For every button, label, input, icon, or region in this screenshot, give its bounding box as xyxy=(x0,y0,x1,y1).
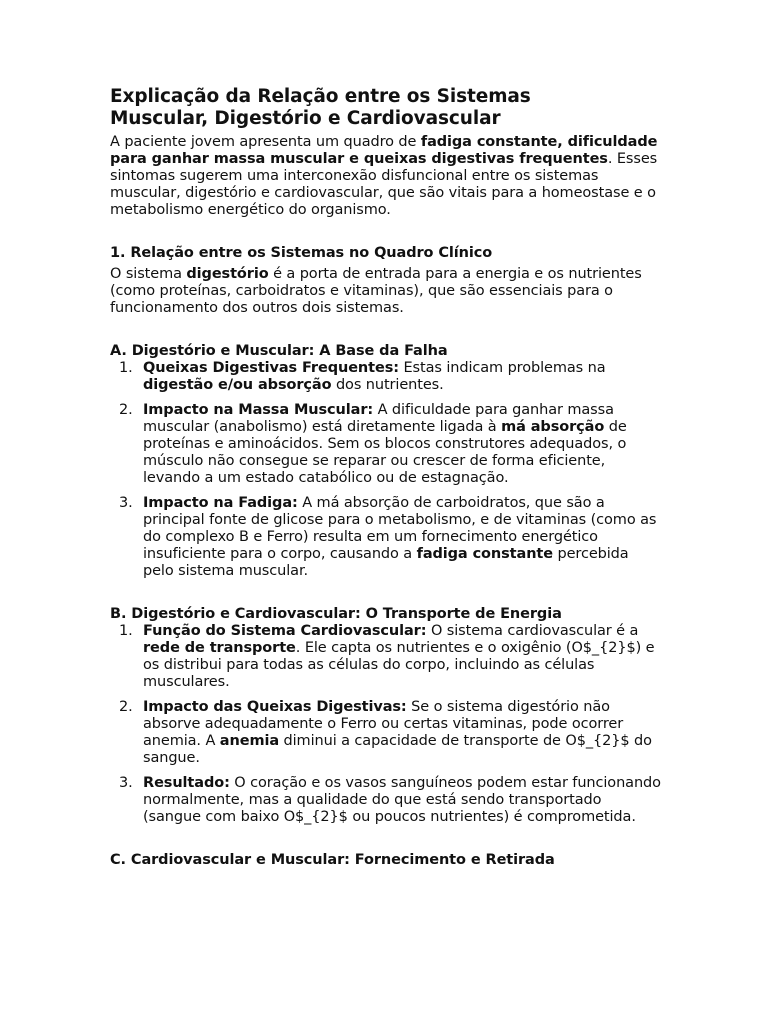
list-item-text: percebida pelo sistema muscular. xyxy=(143,546,629,579)
list-item-text: diminui a capacidade de transporte de O$_{2}$ do sangue. xyxy=(143,733,652,766)
list-item-number: 1. xyxy=(119,623,133,639)
list-item-lead: Queixas Digestivas Frequentes: xyxy=(143,360,399,376)
list-item-text: O coração e os vasos sanguíneos podem estar funcionando normalmente, mas a qualidade do que está sendo transportado (sangue com baixo O$_{2}$ ou poucos nutrientes) é comprometida. xyxy=(143,775,661,825)
section-1-text-2: é a porta de entrada para a energia e os nutrientes (como proteínas, carboidratos e vitaminas), que são essenciais para o funcionamento dos outros dois sistemas. xyxy=(110,266,642,316)
list-item-text: Se o sistema digestório não absorve adequadamente o Ferro ou certas vitaminas, pode ocorrer anemia. A xyxy=(143,699,624,749)
subsection-c-heading: C. Cardiovascular e Muscular: Fornecimento e Retirada xyxy=(110,852,555,868)
list-item-text: de proteínas e aminoácidos. Sem os blocos construtores adequados, o músculo não consegue se reparar ou crescer de forma eficiente, levando a um estado catabólico ou de estagnação. xyxy=(143,419,627,486)
section-1-heading: 1. Relação entre os Sistemas no Quadro Clínico xyxy=(110,245,493,261)
intro-text-2: . Esses sintomas sugerem uma interconexão disfuncional entre os sistemas muscular, digestório e cardiovascular, que são vitais para a homeostase e o metabolismo energético do organismo. xyxy=(110,151,658,218)
list-item-bold: digestão e/ou absorção xyxy=(143,377,332,393)
section-1-text-1: O sistema xyxy=(110,266,187,282)
document-body xyxy=(110,86,662,869)
list-item-text: Estas indicam problemas na xyxy=(398,360,606,376)
list-item-text: A má absorção de carboidratos, que são a principal fonte de glicose para o metabolismo, e de vitaminas (como as do complexo B e Ferro) resulta em um fornecimento energético insuficiente para o corpo, causando a xyxy=(143,495,657,562)
title-line-1: Explicação da Relação entre os Sistemas xyxy=(110,86,531,107)
list-item-text: O sistema cardiovascular é a xyxy=(426,623,639,639)
list-item-lead: Impacto das Queixas Digestivas: xyxy=(143,699,407,715)
section-1-paragraph xyxy=(110,266,662,317)
list-item-number: 1. xyxy=(119,360,133,376)
subsection-b xyxy=(110,606,662,826)
subsection-a-list xyxy=(110,360,662,580)
subsection-b-heading: B. Digestório e Cardiovascular: O Transporte de Energia xyxy=(110,606,562,622)
list-item-text: dos nutrientes. xyxy=(331,377,444,393)
intro-paragraph xyxy=(110,134,662,219)
list-item xyxy=(110,360,662,394)
subsection-c xyxy=(110,852,662,869)
list-item xyxy=(110,699,662,767)
list-item-bold: fadiga constante xyxy=(416,546,553,562)
intro-text-1: A paciente jovem apresenta um quadro de xyxy=(110,134,421,150)
list-item-bold: anemia xyxy=(219,733,280,749)
list-item-lead: Impacto na Fadiga: xyxy=(143,495,298,511)
list-item-bold: má absorção xyxy=(501,419,605,435)
list-item-number: 3. xyxy=(119,775,133,791)
list-item-number: 2. xyxy=(119,402,133,418)
list-item-number: 2. xyxy=(119,699,133,715)
list-item-lead: Impacto na Massa Muscular: xyxy=(143,402,374,418)
subsection-a xyxy=(110,343,662,580)
list-item xyxy=(110,775,662,826)
list-item-text: . Ele capta os nutrientes e o oxigênio (O$_{2}$) e os distribui para todas as células do corpo, incluindo as células musculares. xyxy=(143,640,655,690)
intro-bold-1: fadiga constante, dificuldade para ganhar massa muscular e queixas digestivas frequentes xyxy=(110,134,658,167)
subsection-b-list xyxy=(110,623,662,826)
subsection-a-heading: A. Digestório e Muscular: A Base da Falha xyxy=(110,343,448,359)
list-item xyxy=(110,623,662,691)
list-item-lead: Resultado: xyxy=(143,775,230,791)
title-line-2: Muscular, Digestório e Cardiovascular xyxy=(110,108,501,129)
document-title xyxy=(110,86,662,130)
list-item-number: 3. xyxy=(119,495,133,511)
list-item xyxy=(110,402,662,487)
list-item-text: A dificuldade para ganhar massa muscular (anabolismo) está diretamente ligada à xyxy=(143,402,614,435)
list-item-lead: Função do Sistema Cardiovascular: xyxy=(143,623,427,639)
list-item-bold: rede de transporte xyxy=(143,640,296,656)
section-1 xyxy=(110,245,662,317)
list-item xyxy=(110,495,662,580)
section-1-bold-1: digestório xyxy=(186,266,269,282)
